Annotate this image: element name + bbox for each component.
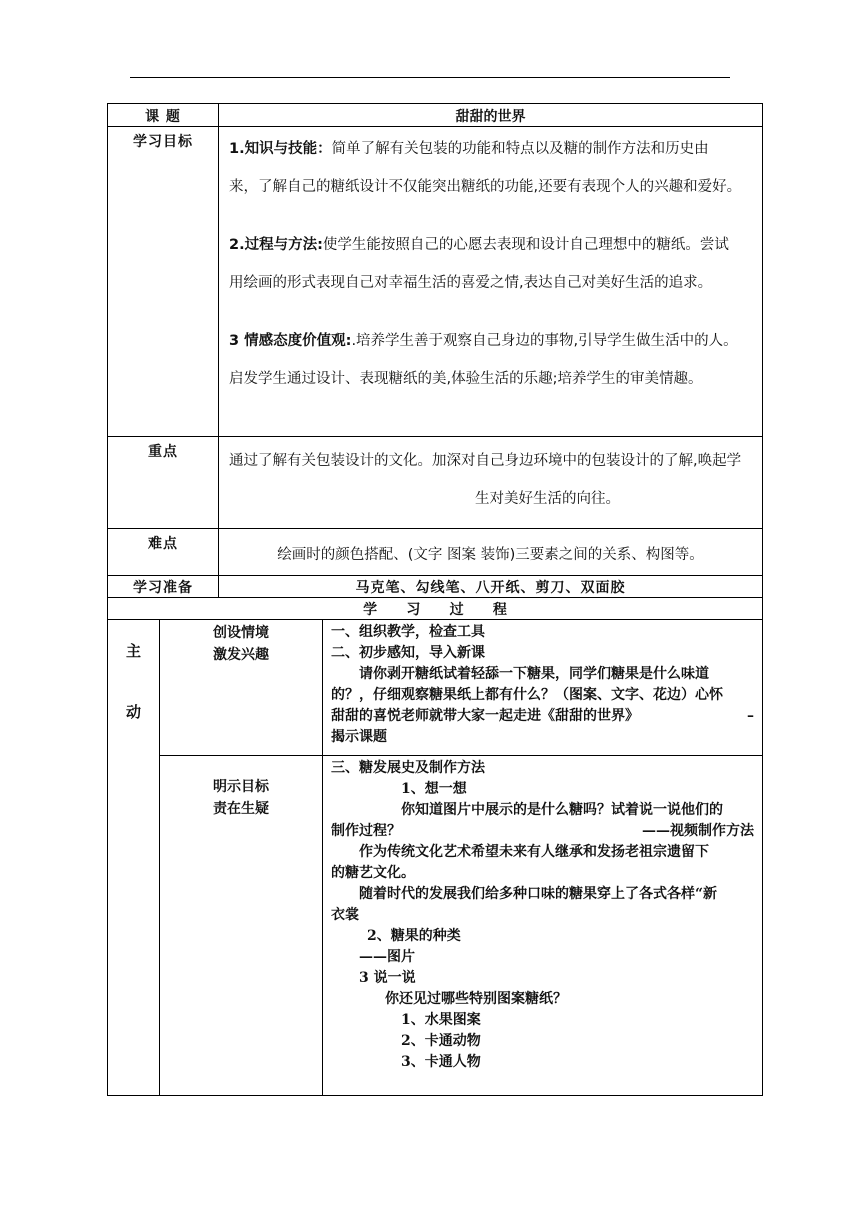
phase-1-content [323, 620, 763, 756]
phase-2-content [323, 756, 763, 1096]
preparation-label: 学习准备 [108, 576, 219, 598]
preparation-text: 马克笔、勾线笔、八开纸、剪刀、双面胶 [219, 576, 763, 598]
topic-label: 课 题 [108, 104, 219, 127]
key-point-label: 重点 [108, 437, 219, 529]
goal-2-line-2: 用绘画的形式表现自己对幸福生活的喜爱之情,表达自己对美好生活的追求。 [229, 275, 713, 291]
p1-line-4: 的？，仔细观察糖果纸上都有什么？（图案、文字、花边）心怀 [331, 687, 723, 703]
goal-3-line-2: 启发学生通过设计、表现糖纸的美,体验生活的乐趣;培养学生的审美情趣。 [229, 371, 703, 387]
phase-1-label [160, 620, 323, 756]
goal-1-line-1: 1.知识与技能：简单了解有关包装的功能和特点以及糖的制作方法和历史由 [229, 141, 709, 157]
key-point-line-1: 通过了解有关包装设计的文化。加深对自己身边环境中的包装设计的了解,唤起学 [229, 453, 742, 469]
p1-line-6: 揭示课题 [331, 729, 387, 745]
p2-line-8: 衣裳 [331, 907, 359, 923]
phase-2-line-2: 责在生疑 [213, 801, 269, 817]
p2-line-7: 随着时代的发展我们给多种口味的糖果穿上了各式各样“新 [359, 886, 718, 902]
goal-1-line-2: 来，了解自己的糖纸设计不仅能突出糖纸的功能,还要有表现个人的兴趣和爱好。 [229, 179, 742, 195]
key-point-cell [219, 437, 763, 529]
phase-1-line-1: 创设情境 [213, 625, 269, 641]
key-point-line-2: 生对美好生活的向往。 [475, 491, 620, 507]
goal-2-line-1: 2.过程与方法:使学生能按照自己的心愿去表现和设计自己理想中的糖纸。尝试 [229, 237, 729, 253]
phase-2-label [160, 756, 323, 1096]
p1-line-5: 甜甜的喜悦老师就带大家一起走进《甜甜的世界》 – [331, 708, 754, 724]
lesson-plan-table [107, 103, 763, 1096]
difficulty-label: 难点 [108, 529, 219, 576]
p2-line-1: 三、糖发展史及制作方法 [331, 760, 485, 776]
header-rule [130, 77, 730, 78]
p2-line-13: 1、水果图案 [401, 1012, 481, 1028]
goal-3-line-1: 3 情感态度价值观:.培养学生善于观察自己身边的事物,引导学生做生活中的人。 [229, 333, 738, 349]
p2-line-11: 3 说一说 [359, 970, 416, 986]
p2-line-10: ——图片 [359, 949, 415, 965]
p2-line-2: 1、想一想 [401, 781, 467, 797]
p2-line-14: 2、卡通动物 [401, 1033, 481, 1049]
topic-value: 甜甜的世界 [219, 104, 763, 127]
side-label-1: 主 [125, 642, 141, 660]
phase-2-line-1: 明示目标 [213, 779, 269, 795]
difficulty-text: 绘画时的颜色搭配、(文字 图案 装饰)三要素之间的关系、构图等。 [219, 529, 763, 576]
p2-line-12: 你还见过哪些特别图案糖纸？ [385, 991, 567, 1007]
p1-line-1: 一、组织教学，检查工具 [331, 624, 485, 640]
p2-line-6: 的糖艺文化。 [331, 865, 415, 881]
phase-1-line-2: 激发兴趣 [213, 647, 269, 663]
side-label-2: 动 [125, 703, 141, 721]
p2-line-15: 3、卡通人物 [401, 1054, 481, 1070]
goals-cell [219, 127, 763, 437]
p2-line-5: 作为传统文化艺术希望未来有人继承和发扬老祖宗遗留下 [359, 844, 709, 860]
p1-line-2: 二、初步感知，导入新课 [331, 645, 485, 661]
process-title: 学 习 过 程 [108, 598, 763, 620]
p2-line-3: 你知道图片中展示的是什么糖吗？试着说一说他们的 [401, 802, 723, 818]
goals-label: 学习目标 [108, 127, 219, 437]
p1-line-3: 请你剥开糖纸试着轻舔一下糖果，同学们糖果是什么味道 [359, 666, 709, 682]
p2-line-9: 2、糖果的种类 [367, 928, 461, 944]
process-side-label [108, 620, 160, 1096]
p2-line-4: 制作过程？ ——视频制作方法 [331, 823, 754, 839]
